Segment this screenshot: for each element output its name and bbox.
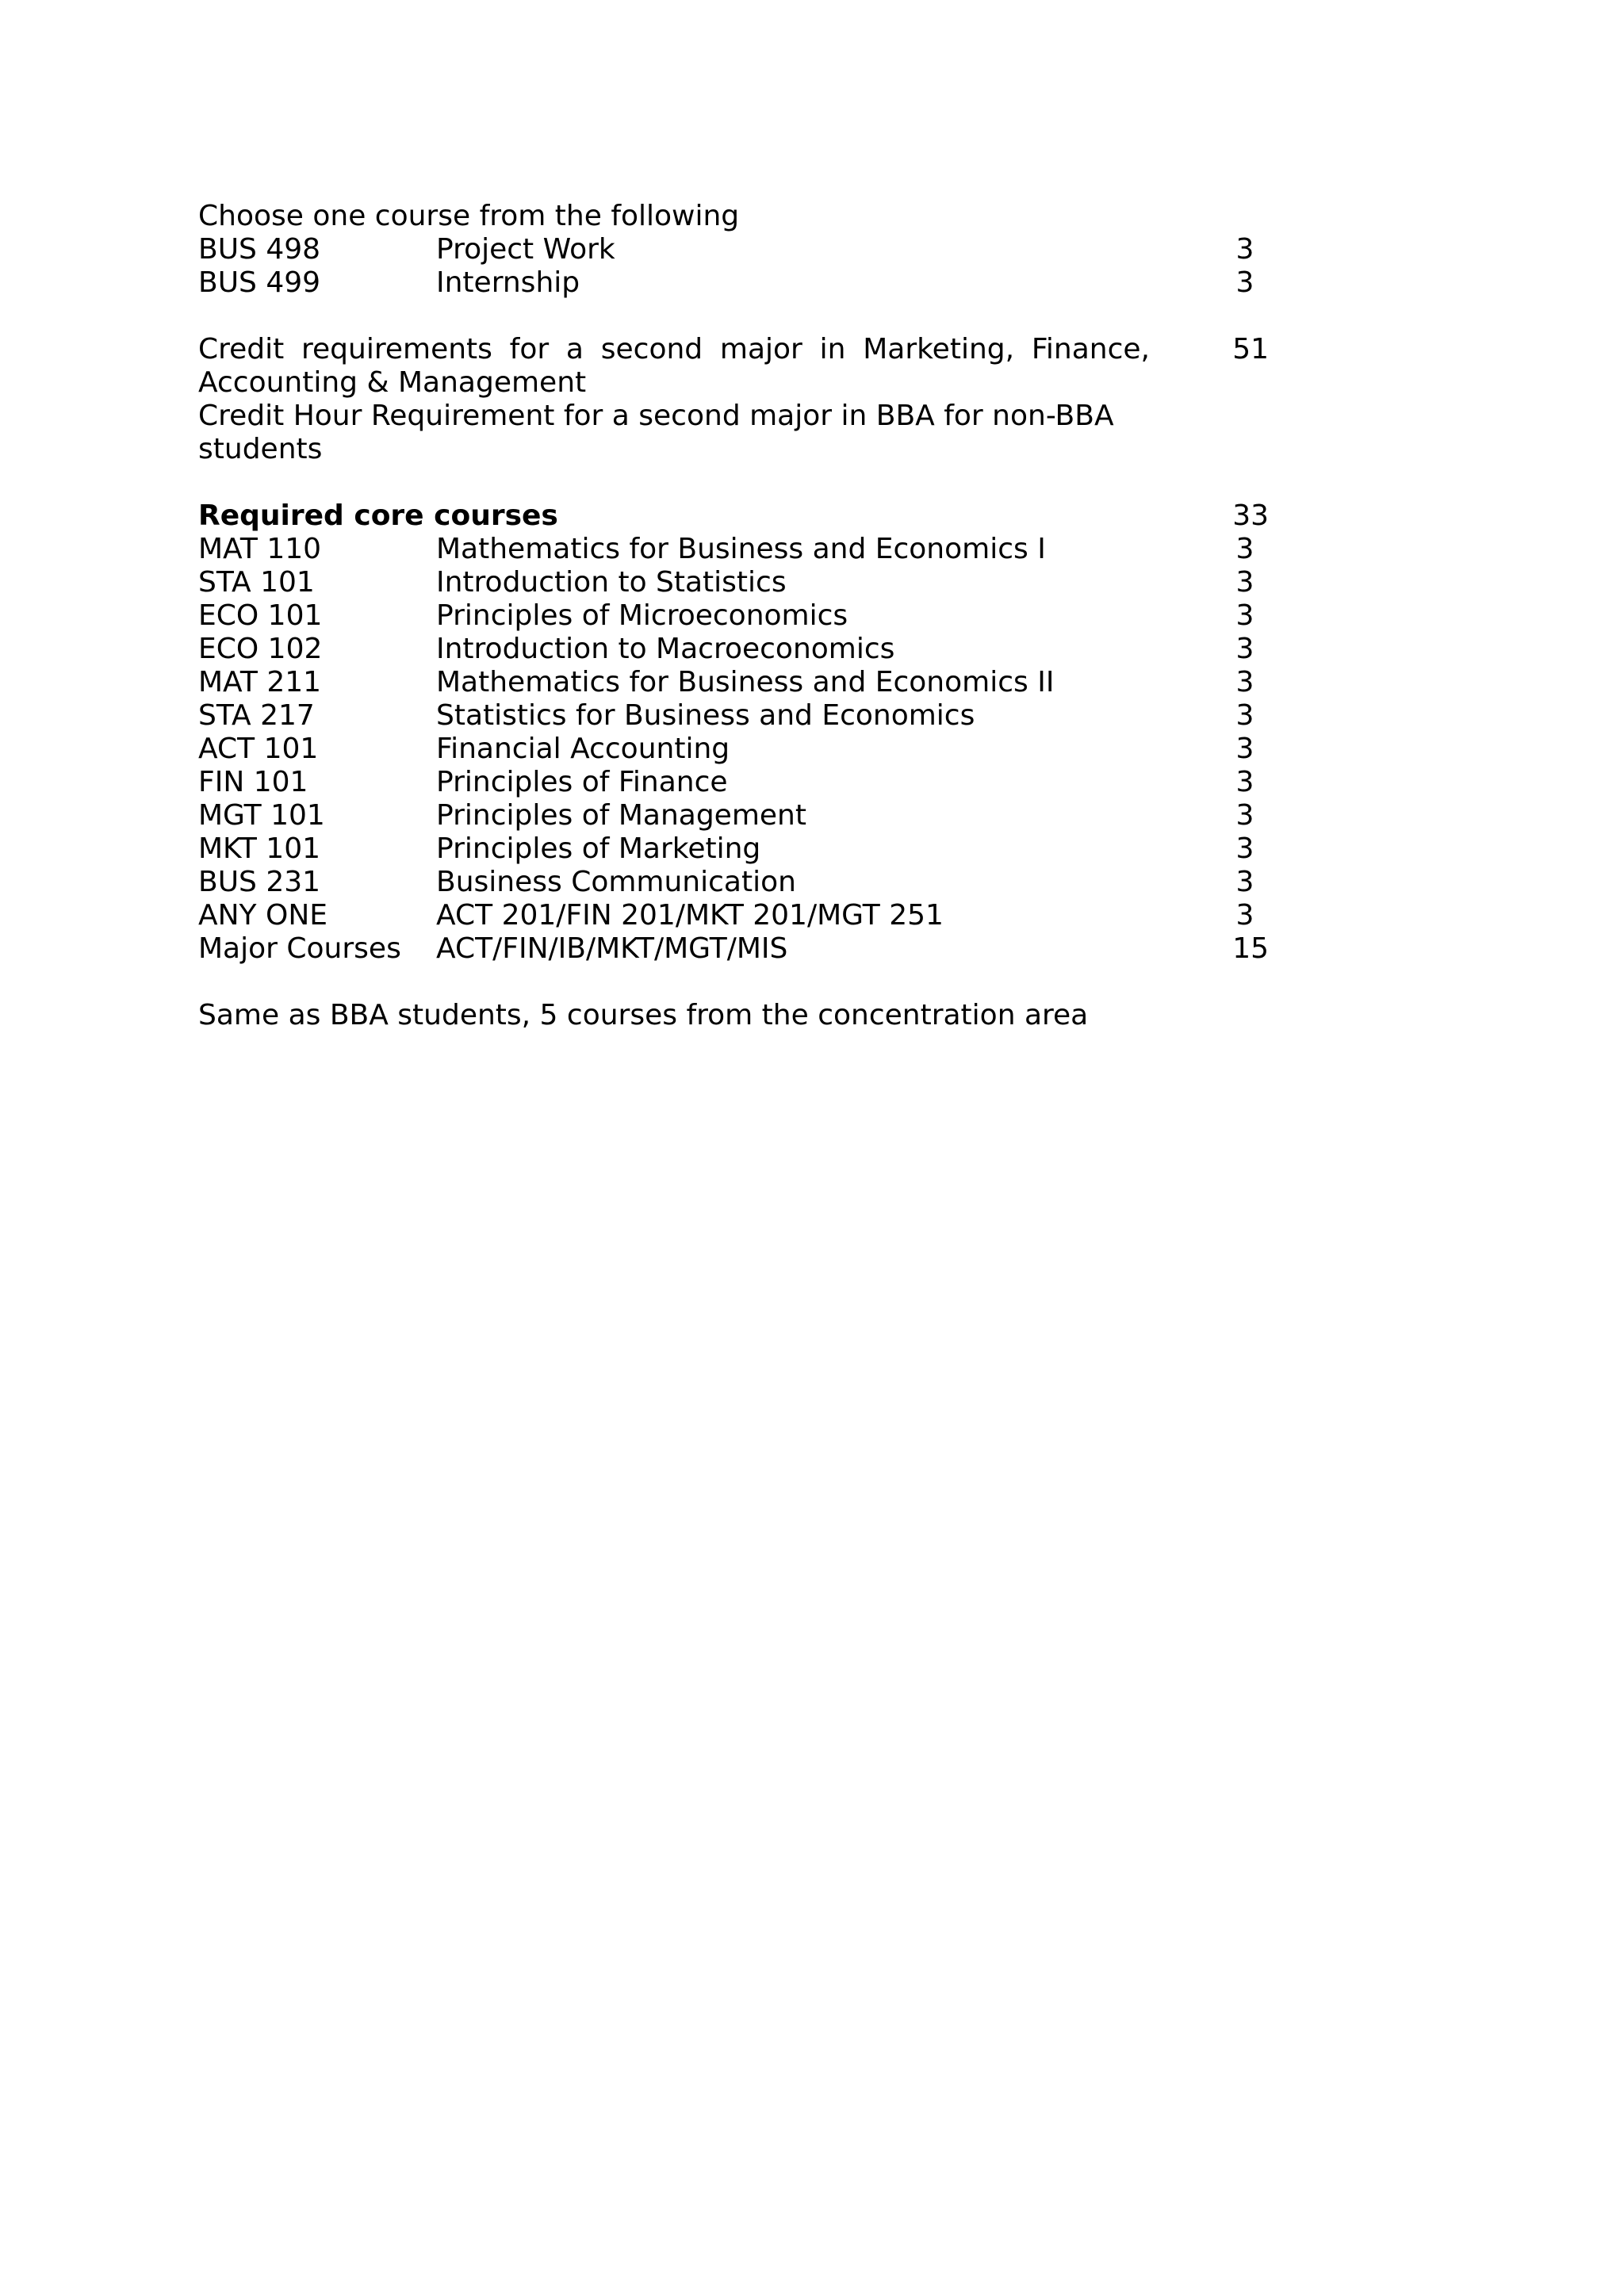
course-row	[198, 633, 1269, 666]
course-credits: 3	[1235, 266, 1254, 299]
course-code: MGT 101	[198, 799, 325, 832]
course-credits: 3	[1235, 733, 1254, 765]
course-title: Statistics for Business and Economics	[436, 699, 975, 732]
course-title: Internship	[436, 266, 580, 299]
non-bba-line	[198, 433, 1269, 466]
footer-note-line	[198, 999, 1269, 1032]
course-credits: 3	[1235, 233, 1254, 266]
course-code: MAT 211	[198, 666, 322, 698]
course-title: ACT 201/FIN 201/MKT 201/MGT 251	[436, 899, 944, 932]
course-row	[198, 566, 1269, 599]
course-code: MAT 110	[198, 533, 322, 565]
course-title: Financial Accounting	[436, 733, 730, 765]
course-row	[198, 666, 1269, 699]
course-credits: 3	[1235, 699, 1254, 732]
course-credits: 3	[1235, 566, 1254, 599]
spacer	[198, 300, 1269, 333]
course-credits: 3	[1235, 832, 1254, 865]
course-code: ANY ONE	[198, 899, 328, 932]
course-title: Mathematics for Business and Economics II	[436, 666, 1055, 698]
course-code: ECO 101	[198, 599, 323, 632]
major-courses-credits: 15	[1232, 932, 1269, 965]
course-credits: 3	[1235, 766, 1254, 798]
core-heading-line	[198, 499, 1269, 533]
non-bba-text-line-2: students	[198, 433, 323, 465]
course-code: ACT 101	[198, 733, 319, 765]
course-title: Business Communication	[436, 866, 796, 898]
course-code: BUS 231	[198, 866, 321, 898]
elective-heading-line	[198, 200, 1269, 233]
elective-heading: Choose one course from the following	[198, 200, 740, 232]
course-row	[198, 233, 1269, 266]
course-title: Principles of Microeconomics	[436, 599, 848, 632]
second-major-paragraph	[198, 333, 1269, 400]
course-row	[198, 599, 1269, 633]
course-title: Mathematics for Business and Economics I	[436, 533, 1046, 565]
major-courses-row	[198, 932, 1269, 966]
major-courses-areas: ACT/FIN/IB/MKT/MGT/MIS	[436, 932, 788, 965]
major-courses-label: Major Courses	[198, 932, 401, 965]
course-row	[198, 866, 1269, 899]
course-row	[198, 699, 1269, 733]
course-row	[198, 266, 1269, 300]
non-bba-text-line-1: Credit Hour Requirement for a second major in BBA for non-BBA	[198, 400, 1114, 432]
course-row	[198, 899, 1269, 932]
document-content	[198, 200, 1269, 1032]
course-title: Principles of Marketing	[436, 832, 761, 865]
non-bba-line	[198, 400, 1269, 433]
course-credits: 3	[1235, 799, 1254, 832]
course-title: Principles of Management	[436, 799, 806, 832]
second-major-text: Credit requirements for a second major in Marketing, Finance, Accounting & Management	[198, 333, 1150, 399]
core-total-credits: 33	[1232, 499, 1269, 532]
course-credits: 3	[1235, 599, 1254, 632]
footer-note: Same as BBA students, 5 courses from the concentration area	[198, 999, 1089, 1031]
course-credits: 3	[1235, 633, 1254, 665]
course-code: FIN 101	[198, 766, 308, 798]
course-title: Project Work	[436, 233, 615, 266]
course-title: Introduction to Macroeconomics	[436, 633, 895, 665]
spacer	[198, 966, 1269, 999]
spacer	[198, 466, 1269, 499]
course-code: STA 101	[198, 566, 315, 599]
course-code: STA 217	[198, 699, 315, 732]
course-credits: 3	[1235, 666, 1254, 698]
course-row	[198, 733, 1269, 766]
course-credits: 3	[1235, 533, 1254, 565]
course-code: BUS 499	[198, 266, 321, 299]
course-row	[198, 766, 1269, 799]
course-code: MKT 101	[198, 832, 321, 865]
course-row	[198, 799, 1269, 832]
course-title: Principles of Finance	[436, 766, 728, 798]
course-row	[198, 533, 1269, 566]
second-major-credits: 51	[1232, 333, 1269, 365]
course-credits: 3	[1235, 899, 1254, 932]
course-row	[198, 832, 1269, 866]
core-heading: Required core courses	[198, 499, 558, 532]
course-credits: 3	[1235, 866, 1254, 898]
course-code: BUS 498	[198, 233, 321, 266]
course-title: Introduction to Statistics	[436, 566, 787, 599]
course-code: ECO 102	[198, 633, 323, 665]
